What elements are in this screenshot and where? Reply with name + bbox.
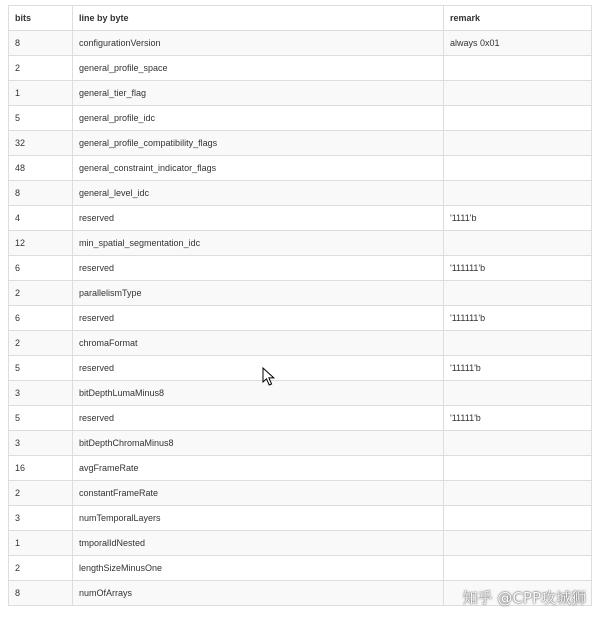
cell-field: reserved: [73, 206, 444, 231]
cell-bits: 48: [9, 156, 73, 181]
header-remark: remark: [444, 6, 592, 31]
cell-bits: 6: [9, 256, 73, 281]
cell-bits: 5: [9, 356, 73, 381]
cell-remark: [444, 81, 592, 106]
cell-remark: [444, 181, 592, 206]
cell-field: bitDepthLumaMinus8: [73, 381, 444, 406]
table-row: [9, 531, 592, 556]
cell-field: numTemporalLayers: [73, 506, 444, 531]
cell-bits: 4: [9, 206, 73, 231]
table-row: [9, 156, 592, 181]
cell-field: general_profile_idc: [73, 106, 444, 131]
watermark: [463, 585, 586, 609]
table-row: [9, 481, 592, 506]
cell-bits: 8: [9, 181, 73, 206]
cell-field: reserved: [73, 406, 444, 431]
cell-bits: 6: [9, 306, 73, 331]
cell-remark: [444, 506, 592, 531]
cell-field: bitDepthChromaMinus8: [73, 431, 444, 456]
bitfield-table: [8, 5, 592, 606]
table-row: [9, 356, 592, 381]
table-row: [9, 31, 592, 56]
mouse-pointer-icon: [262, 367, 276, 387]
cell-remark: [444, 456, 592, 481]
cell-field: general_profile_compatibility_flags: [73, 131, 444, 156]
cell-field: constantFrameRate: [73, 481, 444, 506]
cell-bits: 3: [9, 431, 73, 456]
cell-field: lengthSizeMinusOne: [73, 556, 444, 581]
cell-field: general_level_idc: [73, 181, 444, 206]
table-row: [9, 281, 592, 306]
cell-bits: 32: [9, 131, 73, 156]
table-row: [9, 131, 592, 156]
table-row: [9, 431, 592, 456]
watermark-text: 知乎 @CPP攻城狮: [462, 588, 586, 607]
table-row: [9, 556, 592, 581]
cell-field: reserved: [73, 306, 444, 331]
table-row: [9, 331, 592, 356]
header-bits: bits: [9, 6, 73, 31]
table-row: [9, 506, 592, 531]
cell-remark: [444, 281, 592, 306]
cell-remark: [444, 106, 592, 131]
cell-field: numOfArrays: [73, 581, 444, 606]
table-row: [9, 256, 592, 281]
table-row: [9, 306, 592, 331]
cell-bits: 12: [9, 231, 73, 256]
header-line-by-byte: line by byte: [73, 6, 444, 31]
cell-field: min_spatial_segmentation_idc: [73, 231, 444, 256]
cell-field: chromaFormat: [73, 331, 444, 356]
table-row: [9, 81, 592, 106]
table-row: [9, 206, 592, 231]
cell-remark: [444, 331, 592, 356]
cell-bits: 3: [9, 381, 73, 406]
cell-bits: 5: [9, 106, 73, 131]
cell-field: avgFrameRate: [73, 456, 444, 481]
cell-remark: [444, 131, 592, 156]
cell-field: general_tier_flag: [73, 81, 444, 106]
table-header-row: [9, 6, 592, 31]
cell-remark: always 0x01: [444, 31, 592, 56]
table-row: [9, 106, 592, 131]
cell-remark: '1111'b: [444, 206, 592, 231]
cell-field: reserved: [73, 356, 444, 381]
cell-bits: 2: [9, 556, 73, 581]
table-body: [9, 31, 592, 606]
cell-field: configurationVersion: [73, 31, 444, 56]
bitfield-table-container: [8, 5, 591, 606]
cell-remark: [444, 556, 592, 581]
cell-remark: '111111'b: [444, 306, 592, 331]
cell-remark: [444, 231, 592, 256]
cell-bits: 2: [9, 481, 73, 506]
cell-bits: 2: [9, 281, 73, 306]
cell-bits: 2: [9, 56, 73, 81]
cell-field: tmporalIdNested: [73, 531, 444, 556]
cell-remark: [444, 56, 592, 81]
cell-remark: [444, 156, 592, 181]
cell-bits: 5: [9, 406, 73, 431]
cell-remark: [444, 481, 592, 506]
cell-remark: '11111'b: [444, 356, 592, 381]
cell-bits: 8: [9, 581, 73, 606]
cell-field: general_profile_space: [73, 56, 444, 81]
cell-remark: '11111'b: [444, 406, 592, 431]
table-row: [9, 231, 592, 256]
cell-remark: [444, 431, 592, 456]
cell-field: general_constraint_indicator_flags: [73, 156, 444, 181]
table-row: [9, 456, 592, 481]
table-row: [9, 406, 592, 431]
cell-bits: 2: [9, 331, 73, 356]
cell-field: parallelismType: [73, 281, 444, 306]
cell-remark: [444, 531, 592, 556]
cell-bits: 3: [9, 506, 73, 531]
cell-bits: 8: [9, 31, 73, 56]
cell-bits: 16: [9, 456, 73, 481]
cell-bits: 1: [9, 531, 73, 556]
cell-remark: [444, 381, 592, 406]
cell-bits: 1: [9, 81, 73, 106]
cell-remark: '111111'b: [444, 256, 592, 281]
table-row: [9, 181, 592, 206]
cell-field: reserved: [73, 256, 444, 281]
table-row: [9, 381, 592, 406]
table-row: [9, 56, 592, 81]
